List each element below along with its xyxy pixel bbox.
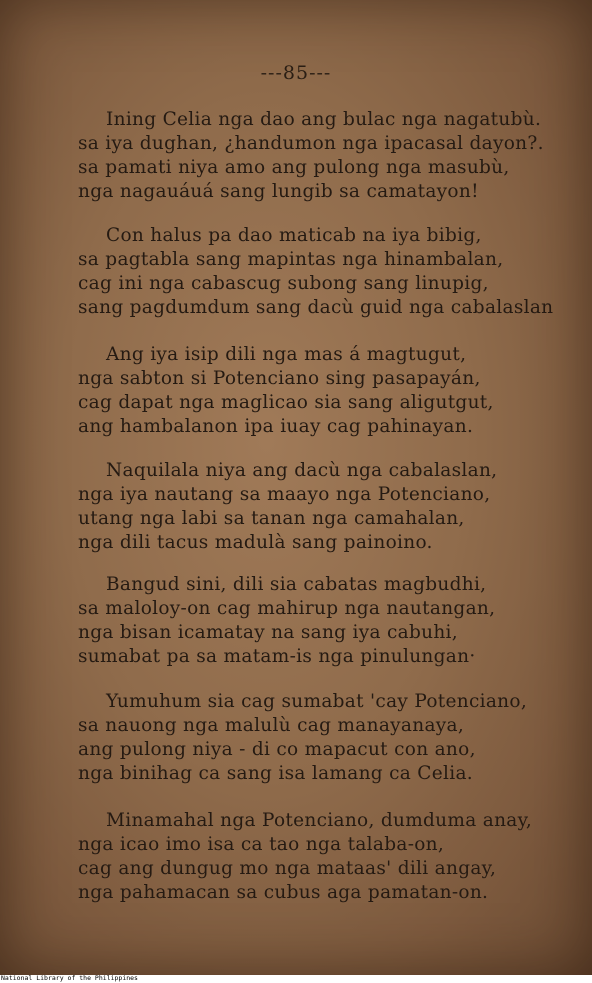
stanza-4: [78, 459, 568, 555]
verse-line: Naquilala niya ang dacù nga cabalaslan,: [106, 460, 498, 481]
verse-line: utang nga labi sa tanan nga camahalan,: [78, 508, 465, 529]
verse-line: Con halus pa dao maticab na iya bibig,: [106, 225, 482, 246]
verse-line: Ining Celia nga dao ang bulac nga nagatubù.: [106, 109, 542, 130]
verse-line: nga iya nautang sa maayo nga Potenciano,: [78, 484, 491, 505]
stanza-5: [78, 573, 568, 669]
verse-line: ang hambalanon ipa iuay cag pahinayan.: [78, 416, 474, 437]
page-number: ---85---: [260, 62, 332, 84]
verse-line: cag dapat nga maglicao sia sang aligutgut,: [78, 392, 494, 413]
verse-line: nga nagauáuá sang lungib sa camatayon!: [78, 181, 479, 202]
verse-line: Bangud sini, dili sia cabatas magbudhi,: [106, 574, 487, 595]
verse-line: Minamahal nga Potenciano, dumduma anay,: [106, 810, 533, 831]
verse-line: ang pulong niya - di co mapacut con ano,: [78, 739, 476, 760]
verse-line: sa pagtabla sang mapintas nga hinambalan,: [78, 249, 504, 270]
stanza-3: [78, 343, 568, 439]
stanza-1: [78, 108, 568, 204]
verse-line: nga binihag ca sang isa lamang ca Celia.: [78, 763, 473, 784]
stanza-2: [78, 224, 568, 320]
verse-line: sa iya dughan, ¿handumon nga ipacasal dayon?.: [78, 133, 544, 154]
verse-line: sa nauong nga malulù cag manayanaya,: [78, 715, 465, 736]
verse-line: sa pamati niya amo ang pulong nga masubù,: [78, 157, 510, 178]
verse-line: nga bisan icamatay na sang iya cabuhi,: [78, 622, 458, 643]
verse-line: cag ini nga cabascug subong sang linupig,: [78, 273, 489, 294]
verse-line: Yumuhum sia cag sumabat 'cay Potenciano,: [106, 691, 528, 712]
verse-line: Ang iya isip dili nga mas á magtugut,: [106, 344, 467, 365]
verse-line: nga dili tacus madulà sang painoino.: [78, 532, 433, 553]
verse-line: sumabat pa sa matam-is nga pinulungan·: [78, 646, 476, 667]
verse-line: sa maloloy-on cag mahirup nga nautangan,: [78, 598, 496, 619]
stanza-7: [78, 809, 568, 905]
stanza-6: [78, 690, 568, 786]
verse-line: nga sabton si Potenciano sing pasapayán,: [78, 368, 481, 389]
footer-bar: [0, 975, 592, 983]
library-credit: National Library of the Philippines: [1, 974, 138, 982]
verse-line: nga icao imo isa ca tao nga talaba-on,: [78, 834, 445, 855]
verse-line: nga pahamacan sa cubus aga pamatan-on.: [78, 882, 489, 903]
verse-line: sang pagdumdum sang dacù guid nga cabalaslan: [78, 297, 554, 318]
verse-line: cag ang dungug mo nga mataas' dili angay,: [78, 858, 497, 879]
